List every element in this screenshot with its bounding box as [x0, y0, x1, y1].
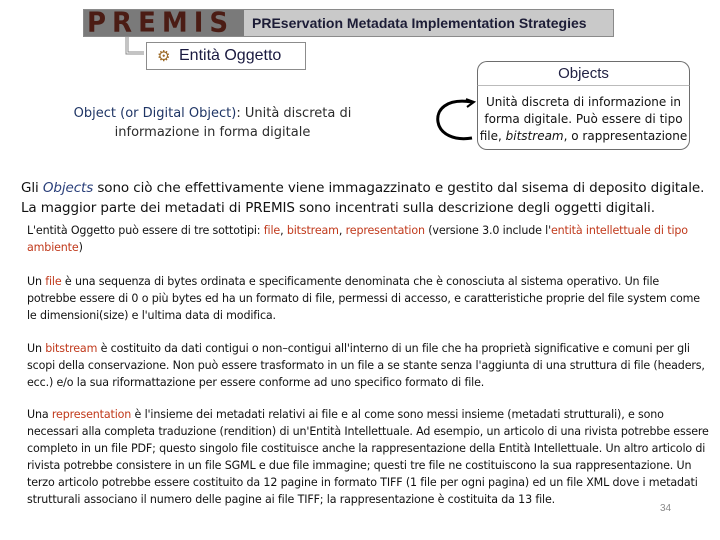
definition-text: : Unità discreta di informazione in forma digitale: [114, 106, 352, 140]
paragraph-text: ,: [280, 224, 287, 237]
objects-box-title: Objects: [477, 61, 690, 85]
object-definition: [60, 104, 365, 142]
keyword-file: file: [45, 275, 62, 288]
subtypes-paragraph: [27, 222, 711, 256]
paragraph-text: è una sequenza di bytes ordinata e specificamente denominata che è conosciuta al sistema operativo. Un file potrebbe essere di 0 o più bytes ed ha un formato di file, permessi di accesso, e caratteristiche proprie del file system come le dimensioni(size) e l'ultima data di modifica.: [27, 275, 700, 322]
paragraph-text: Un: [27, 275, 46, 288]
connector-arrow-icon: [124, 36, 146, 59]
objects-line: Unità discreta di informazione in: [485, 95, 682, 109]
objects-line: [478, 128, 689, 145]
banner-tagline: PREservation Metadata Implementation Strategies: [252, 15, 587, 31]
intro-paragraph: [21, 178, 711, 218]
premis-banner: [83, 9, 614, 37]
entity-label-box: [146, 42, 306, 70]
objects-line-part: , o rappresentazione: [563, 129, 688, 143]
keyword-representation: representation: [51, 408, 132, 421]
keyword-environment: entità intellettuale di tipo ambiente: [27, 224, 688, 254]
intro-text: sono ciò che effettivamente viene immagazzinato e gestito dal sisema di deposito digitale. La maggior parte dei metadati di PREMIS sono incentrati sulla descrizione degli oggetti digitali.: [21, 180, 705, 216]
objects-box-description: [477, 85, 690, 150]
paragraph-text: Una: [27, 408, 52, 421]
premis-logo: [84, 10, 244, 36]
paragraph-text: ,: [338, 224, 346, 237]
paragraph-text: è costituito da dati contigui o non–contigui all'interno di un file che ha proprietà significative e comuni per gli scopi della conservazione. Non può essere trasformato in un file a se stante senza l'aggiunta di una struttura di file (headers, ecc.) e/o la sua riformattazione per essere conforme ad uno specifico formato di file.: [27, 342, 705, 389]
definition-term: Object (or Digital Object): [73, 106, 237, 121]
keyword-bitstream: bitstream: [286, 224, 339, 237]
file-paragraph: [27, 273, 711, 324]
paragraph-text: L'entità Oggetto può essere di tre sottotipi:: [27, 224, 264, 237]
keyword-file: file: [263, 224, 281, 237]
gear-icon: ⚙: [157, 47, 171, 65]
bitstream-paragraph: [27, 340, 711, 391]
paragraph-text: è l'insieme dei metadati relativi ai file e al come sono messi insieme (metadati strutturali), e sono necessari alla completa traduzione (rendition) di un'Entità Intellettuale. Ad esempio, un articolo di una rivista potrebbe essere completo in un file PDF; questo singolo file costituisce anche la rappresentazione della Entità Intellettuale. Un altro articolo di rivista potrebbe consistere in un file SGML e due file immagine; questi tre file ne costituiscono la sua rappresentazione. Un terzo articolo potrebbe essere costituito da 12 pagine in formato TIFF (1 file per ogni pagina) ed un file XML dove i metadati strutturali associano il numero delle pagine ai file TIFF; la rappresentazione è costituita da 13 file.: [27, 408, 709, 506]
intro-text: Gli: [21, 180, 43, 196]
paragraph-text: Un: [27, 342, 46, 355]
intro-emphasis: Objects: [42, 180, 94, 196]
representation-paragraph: [27, 406, 711, 508]
page-number: 34: [660, 503, 672, 514]
logo-text: PREMIS: [87, 9, 235, 37]
cycle-arrow-icon: [432, 96, 476, 144]
objects-line-emphasis: bitstream: [505, 129, 564, 143]
objects-line-part: file,: [479, 129, 506, 143]
keyword-representation: representation: [345, 224, 425, 237]
paragraph-text: ): [78, 241, 83, 254]
paragraph-text: (versione 3.0 include l': [424, 224, 551, 237]
entity-label: Entità Oggetto: [179, 47, 282, 64]
objects-line: forma digitale. Può essere di tipo: [484, 112, 683, 126]
keyword-bitstream: bitstream: [45, 342, 98, 355]
